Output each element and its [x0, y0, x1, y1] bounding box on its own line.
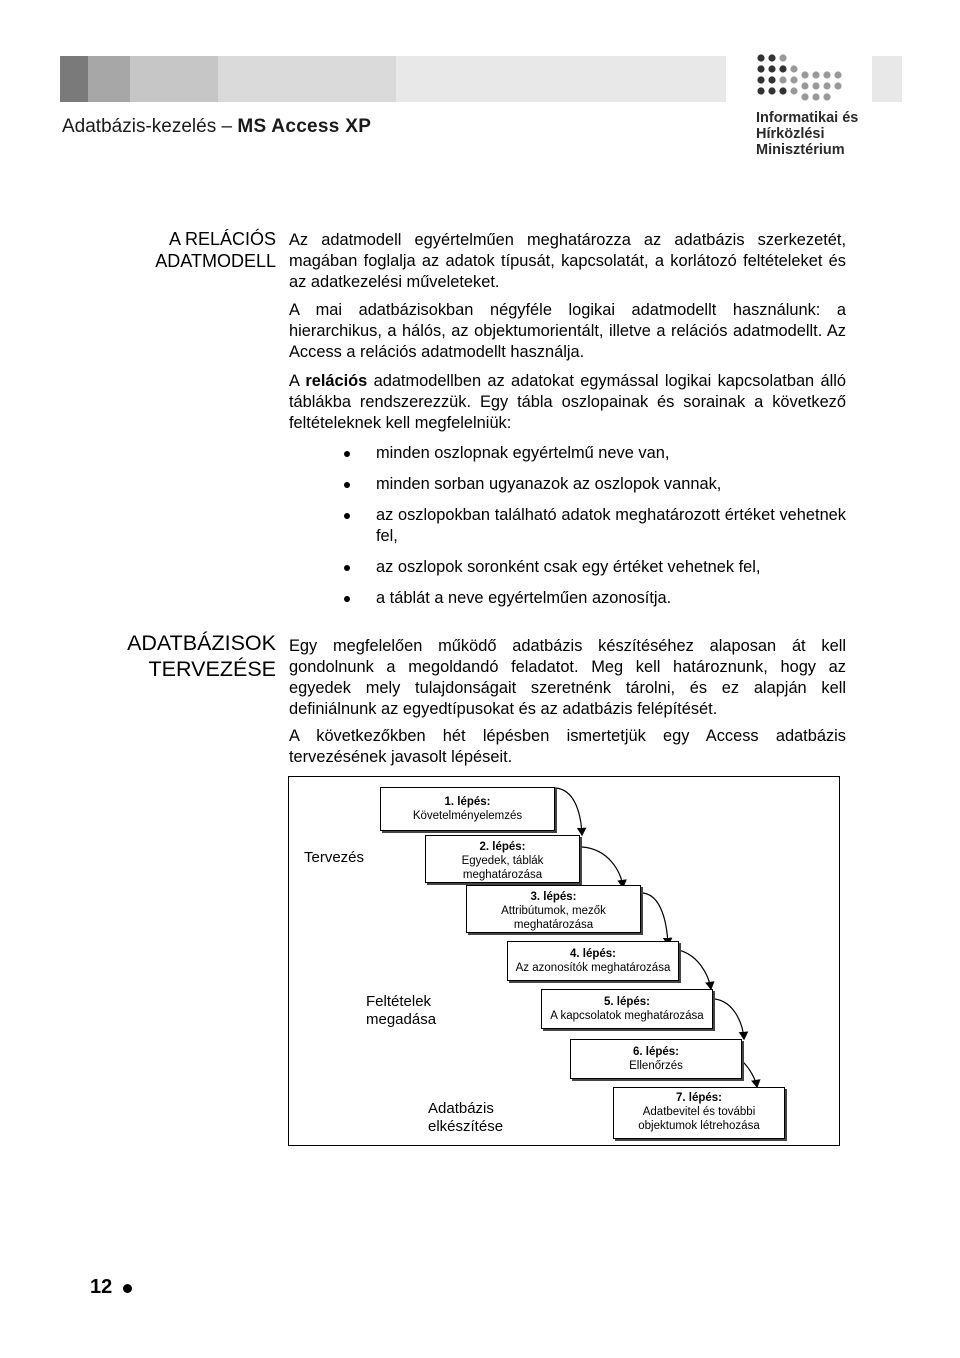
step-number: 1. lépés:	[444, 796, 491, 808]
list-item-text: a táblát a neve egyértelműen azonosítja.	[376, 589, 672, 607]
phase-label-line: Feltételek	[366, 993, 432, 1010]
heading-line: ADATMODELL	[155, 251, 276, 271]
header-bar-dark	[60, 56, 88, 102]
heading-line: ADATBÁZISOK	[127, 631, 276, 655]
step-text: Ellenőrzés	[629, 1060, 683, 1072]
ministry-line: Informatikai és	[756, 110, 859, 126]
list-item	[344, 443, 846, 464]
step-text: meghatározása	[513, 919, 594, 931]
step-text: Egyedek, táblák	[461, 855, 544, 867]
bullet-icon	[344, 513, 350, 519]
ministry-name	[756, 110, 858, 158]
heading-line: A RELÁCIÓS	[168, 229, 276, 249]
paragraph	[289, 726, 846, 768]
step-number: 5. lépés:	[603, 996, 651, 1008]
paragraph	[289, 636, 846, 720]
paragraph-text: A mai adatbázisokban négyféle logikai adatmodellt használunk: a hierarchikus, a hálós, az objektumorientált, illetve a relációs adatmodellt. Az Access a relációs adatmodellt használja.	[289, 301, 846, 361]
step-text: Követelményelemzés	[412, 810, 523, 822]
step-number: 4. lépés:	[569, 948, 617, 960]
phase-label-line: Adatbázis	[428, 1100, 494, 1117]
phase-label-constraints	[366, 993, 436, 1029]
section-heading-relational-model	[100, 228, 276, 272]
paragraph-text	[289, 371, 846, 434]
list-item-text: minden oszlopnak egyértelmű neve van,	[376, 444, 670, 462]
step-box-6	[570, 1039, 742, 1079]
step-box-1	[380, 787, 555, 831]
arrow-step2-step3	[582, 847, 623, 887]
step-text: objektumok létrehozása	[638, 1120, 760, 1132]
text-span: A	[289, 372, 306, 390]
phase-label-line: elkészítése	[428, 1118, 504, 1135]
phase-label-line: megadása	[366, 1011, 437, 1028]
section-heading-database-design	[60, 630, 276, 682]
list-item-text: minden sorban ugyanazok az oszlopok vannak,	[376, 475, 722, 493]
document-title-prefix: Adatbázis-kezelés –	[62, 116, 233, 137]
list-item	[344, 588, 846, 609]
document-title	[62, 116, 371, 138]
header-bar-light	[130, 56, 218, 102]
step-text: Attribútumok, mezők	[501, 905, 606, 917]
bullet-icon	[344, 596, 350, 602]
document-title-bold: MS Access XP	[237, 116, 372, 137]
bullet-icon	[344, 482, 350, 488]
step-number: 7. lépés:	[675, 1092, 723, 1104]
ministry-logo-dots	[756, 53, 856, 108]
list-item	[344, 557, 846, 578]
bold-term: relációs	[305, 372, 368, 390]
list-item-text: az oszlopokban található adatok meghatározott értéket vehetnek fel,	[376, 506, 846, 545]
paragraph-text: A következőkben hét lépésben ismertetjük egy Access adatbázis tervezésének javasolt lépéseit.	[289, 727, 846, 766]
page-number-dot-icon	[123, 1284, 132, 1293]
list-item	[344, 505, 846, 547]
page-number: 12	[90, 1276, 113, 1298]
ministry-line: Minisztérium	[756, 142, 845, 158]
paragraph	[289, 371, 846, 434]
step-box-7	[613, 1087, 785, 1139]
text-span: adatmodellben az adatokat egymással logikai kapcsolatban álló táblákba rendszerezzük. Egy tábla oszlopainak és sorainak a következő feltételeknek kell megfelelniük:	[289, 372, 846, 432]
step-text: A kapcsolatok meghatározása	[550, 1010, 704, 1022]
phase-label-build	[428, 1100, 503, 1136]
paragraph	[289, 230, 846, 293]
step-text: Az azonosítók meghatározása	[515, 962, 671, 974]
paragraph-text: Egy megfelelően működő adatbázis készítéséhez alaposan át kell gondolnunk a megoldandó feladatot. Meg kell határoznunk, hogy az egyedek mely tulajdonságait szeretnénk tárolni, és ez alapján kell definiálnunk az egyedtípusokat és az adatbázis felépítését.	[289, 637, 846, 718]
bullet-icon	[344, 451, 350, 457]
header-bar-right	[872, 56, 902, 102]
paragraph-text: Az adatmodell egyértelműen meghatározza az adatbázis szerkezetét, magában foglalja az adatok típusát, kapcsolatát, a korlátozó feltételeket és az adatkezelési műveleteket.	[289, 231, 846, 291]
design-steps-diagram	[288, 776, 840, 1146]
step-number: 2. lépés:	[479, 841, 526, 853]
step-number: 6. lépés:	[632, 1046, 680, 1058]
step-box-2	[425, 835, 580, 883]
list-item	[344, 474, 846, 495]
step-number: 3. lépés:	[530, 891, 577, 903]
step-box-3	[466, 885, 641, 933]
list-item-text: az oszlopok soronként csak egy értéket vehetnek fel,	[376, 558, 761, 576]
step-text: meghatározása	[462, 869, 543, 881]
arrow-step1-step2	[555, 788, 582, 835]
arrow-step5-step6	[715, 999, 744, 1039]
step-text: Adatbevitel és további	[642, 1106, 756, 1118]
step-box-4	[507, 941, 679, 981]
header-bar-lightest	[396, 56, 726, 102]
step-box-5	[541, 989, 713, 1029]
paragraph	[289, 300, 846, 363]
ministry-line: Hírközlési	[756, 126, 825, 142]
header-bar-mid	[88, 56, 130, 102]
phase-label-planning: Tervezés	[304, 849, 365, 866]
heading-line: TERVEZÉSE	[148, 657, 276, 681]
header-bar-lighter	[218, 56, 396, 102]
bullet-icon	[344, 565, 350, 571]
arrow-step3-step4	[643, 893, 668, 945]
